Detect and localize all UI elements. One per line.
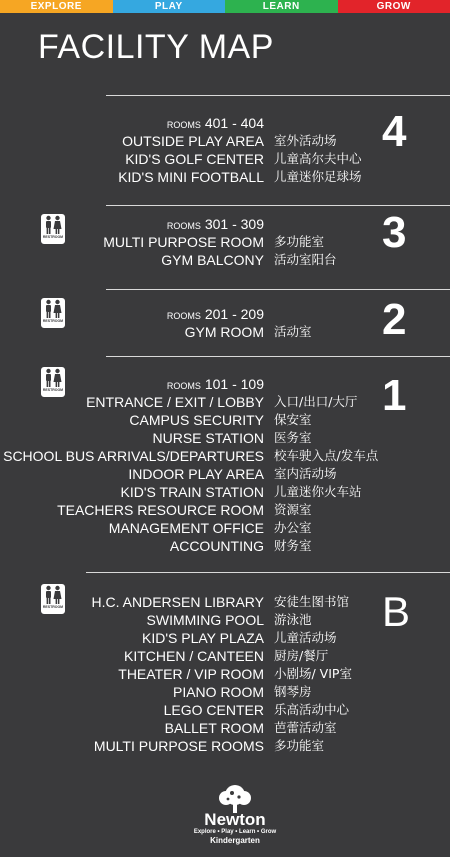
newton-logo bbox=[190, 784, 280, 846]
facility-item bbox=[0, 233, 450, 251]
rooms-prefix: ROOMS bbox=[166, 381, 201, 391]
facility-name-en: H.C. ANDERSEN LIBRARY bbox=[91, 594, 264, 610]
facility-name-cn: 保安室 bbox=[274, 412, 312, 427]
rooms-row bbox=[0, 375, 450, 393]
facility-name-cn: 钢琴房 bbox=[274, 684, 312, 699]
rooms-row bbox=[0, 114, 450, 132]
facility-name-cn: 办公室 bbox=[274, 520, 312, 535]
page-title: FACILITY MAP bbox=[38, 28, 274, 66]
rooms-range bbox=[167, 305, 264, 325]
floor-divider bbox=[106, 205, 450, 206]
facility-name-cn: 安徒生图书馆 bbox=[274, 594, 350, 609]
facility-item bbox=[0, 683, 450, 701]
facility-item bbox=[0, 150, 450, 168]
facility-name-en: SWIMMING POOL bbox=[146, 612, 264, 628]
floor-section bbox=[0, 305, 450, 341]
restroom-label: RESTROOM bbox=[42, 605, 64, 609]
rooms-prefix: ROOMS bbox=[166, 120, 201, 130]
facility-name-en: KITCHEN / CANTEEN bbox=[123, 648, 264, 664]
facility-item bbox=[0, 719, 450, 737]
rooms-numbers: 101 - 109 bbox=[204, 376, 264, 392]
facility-item bbox=[0, 465, 450, 483]
top-color-bar bbox=[0, 0, 450, 13]
facility-item bbox=[0, 593, 450, 611]
logo-brand: Newton bbox=[204, 810, 266, 829]
facility-name-cn: 活动室阳台 bbox=[274, 252, 337, 267]
facility-item bbox=[0, 611, 450, 629]
facility-name-en: CAMPUS SECURITY bbox=[129, 412, 264, 428]
rooms-prefix: ROOMS bbox=[166, 221, 201, 231]
facility-name-cn: 芭蕾活动室 bbox=[274, 720, 337, 735]
facility-name-cn: 游泳池 bbox=[274, 612, 312, 627]
rooms-range bbox=[167, 114, 264, 134]
floor-divider bbox=[106, 95, 450, 96]
topbar-explore: EXPLORE bbox=[0, 0, 113, 13]
topbar-grow: GROW bbox=[338, 0, 450, 13]
facility-item bbox=[0, 519, 450, 537]
floor-divider bbox=[106, 289, 450, 290]
restroom-label: RESTROOM bbox=[42, 319, 64, 323]
facility-item bbox=[0, 411, 450, 429]
facility-name-en: THEATER / VIP ROOM bbox=[118, 666, 264, 682]
facility-item bbox=[0, 647, 450, 665]
facility-name-cn: 儿童迷你火车站 bbox=[274, 484, 362, 499]
facility-item bbox=[0, 629, 450, 647]
facility-name-cn: 儿童高尔夫中心 bbox=[274, 151, 362, 166]
facility-name-cn: 室外活动场 bbox=[274, 133, 337, 148]
facility-name-en: MANAGEMENT OFFICE bbox=[108, 520, 264, 536]
floor-number: 1 bbox=[382, 371, 407, 420]
facility-item bbox=[0, 701, 450, 719]
facility-name-cn: 财务室 bbox=[274, 538, 312, 553]
facility-name-en: BALLET ROOM bbox=[164, 720, 264, 736]
rooms-numbers: 401 - 404 bbox=[204, 115, 264, 131]
floor-number: 3 bbox=[382, 208, 407, 257]
rooms-range bbox=[167, 215, 264, 235]
rooms-prefix: ROOMS bbox=[166, 311, 201, 321]
logo-tagline: Explore • Play • Learn • Grow bbox=[193, 829, 277, 835]
facility-name-cn: 校车驶入点/发车点 bbox=[274, 448, 379, 463]
facility-name-en: GYM ROOM bbox=[184, 324, 264, 340]
facility-name-en: GYM BALCONY bbox=[161, 252, 264, 268]
facility-name-en: PIANO ROOM bbox=[172, 684, 264, 700]
facility-name-cn: 室内活动场 bbox=[274, 466, 337, 481]
facility-name-cn: 小剧场/ VIP室 bbox=[274, 666, 352, 681]
facility-name-en: KID'S PLAY PLAZA bbox=[142, 630, 264, 646]
floor-section bbox=[0, 371, 450, 555]
facility-name-cn: 多功能室 bbox=[274, 738, 325, 753]
logo-subtitle: Kindergarten bbox=[210, 836, 260, 845]
facility-name-en: KID'S GOLF CENTER bbox=[125, 151, 264, 167]
facility-item bbox=[0, 168, 450, 186]
facility-item bbox=[0, 251, 450, 269]
facility-name-en: OUTSIDE PLAY AREA bbox=[122, 133, 264, 149]
facility-name-cn: 多功能室 bbox=[274, 234, 325, 249]
facility-name-cn: 医务室 bbox=[274, 430, 312, 445]
facility-item bbox=[0, 665, 450, 683]
facility-name-en: MULTI PURPOSE ROOM bbox=[103, 234, 264, 250]
facility-item bbox=[0, 501, 450, 519]
facility-name-en: ACCOUNTING bbox=[169, 538, 264, 554]
facility-name-cn: 活动室 bbox=[274, 324, 312, 339]
facility-item bbox=[0, 537, 450, 555]
rooms-range bbox=[167, 375, 264, 395]
facility-name-en: MULTI PURPOSE ROOMS bbox=[93, 738, 264, 754]
facility-item bbox=[0, 393, 450, 411]
facility-name-cn: 入口/出口/大厅 bbox=[274, 394, 358, 409]
facility-item bbox=[0, 447, 450, 465]
topbar-play: PLAY bbox=[113, 0, 226, 13]
floor-number: 4 bbox=[382, 107, 407, 156]
facility-name-en: LEGO CENTER bbox=[163, 702, 264, 718]
rooms-row bbox=[0, 305, 450, 323]
facility-item bbox=[0, 737, 450, 755]
rooms-row bbox=[0, 215, 450, 233]
floor-divider bbox=[86, 572, 450, 573]
topbar-learn: LEARN bbox=[225, 0, 338, 13]
floor-section bbox=[0, 215, 450, 269]
facility-name-cn: 厨房/餐厅 bbox=[274, 648, 329, 663]
facility-name-en: ENTRANCE / EXIT / LOBBY bbox=[86, 394, 264, 410]
facility-name-en: INDOOR PLAY AREA bbox=[128, 466, 264, 482]
rooms-numbers: 301 - 309 bbox=[204, 216, 264, 232]
floor-number: 2 bbox=[382, 295, 407, 344]
facility-name-en: SCHOOL BUS ARRIVALS/DEPARTURES bbox=[3, 448, 264, 464]
rooms-numbers: 201 - 209 bbox=[204, 306, 264, 322]
facility-name-cn: 儿童活动场 bbox=[274, 630, 337, 645]
facility-name-cn: 儿童迷你足球场 bbox=[274, 169, 362, 184]
facility-item bbox=[0, 323, 450, 341]
facility-item bbox=[0, 429, 450, 447]
restroom-label: RESTROOM bbox=[42, 235, 64, 239]
restroom-label: RESTROOM bbox=[42, 388, 64, 392]
floor-section bbox=[0, 593, 450, 755]
facility-name-en: KID'S MINI FOOTBALL bbox=[118, 169, 264, 185]
facility-name-en: KID'S TRAIN STATION bbox=[120, 484, 264, 500]
floor-divider bbox=[106, 356, 450, 357]
facility-name-en: TEACHERS RESOURCE ROOM bbox=[57, 502, 264, 518]
facility-name-cn: 乐高活动中心 bbox=[274, 702, 350, 717]
facility-name-cn: 资源室 bbox=[274, 502, 312, 517]
facility-name-en: NURSE STATION bbox=[152, 430, 264, 446]
facility-item bbox=[0, 483, 450, 501]
floor-section bbox=[0, 114, 450, 186]
facility-item bbox=[0, 132, 450, 150]
floor-number: B bbox=[382, 588, 411, 635]
